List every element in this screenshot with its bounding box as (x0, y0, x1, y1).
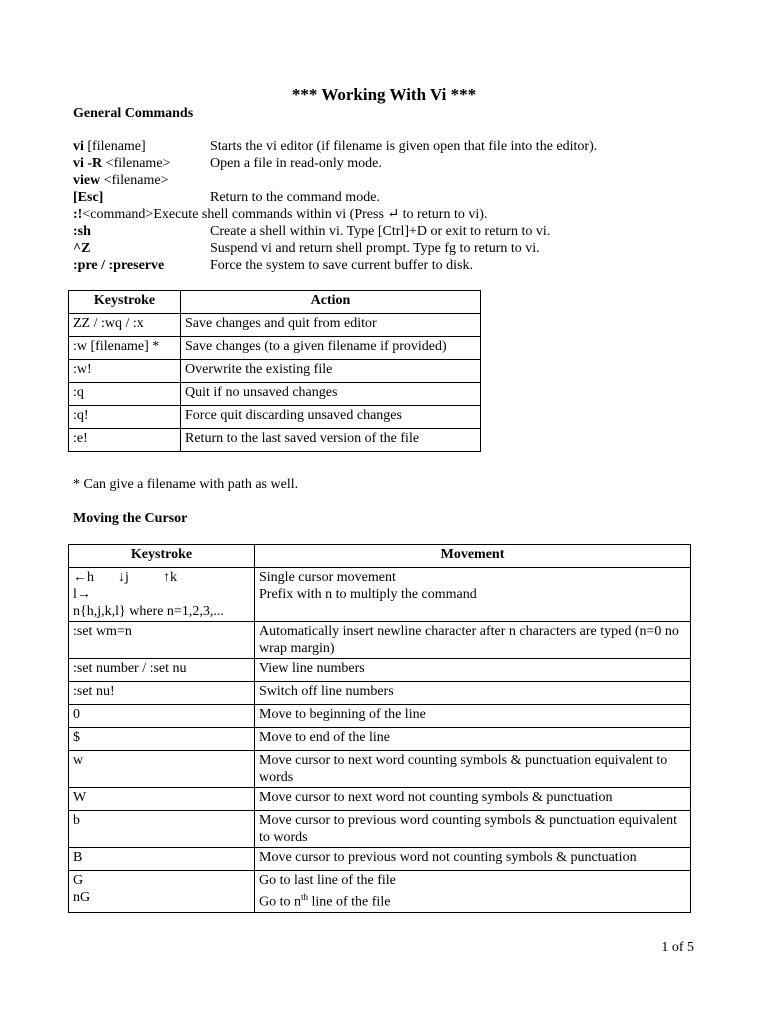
header-keystroke: Keystroke (69, 545, 255, 568)
movement-cell (255, 871, 691, 913)
keystroke-cell: :w! (69, 360, 181, 383)
keystroke-cell: :set nu! (69, 682, 255, 705)
keystroke-cell: :e! (69, 429, 181, 452)
table-row (69, 871, 691, 913)
movement-cell: Move cursor to previous word not counting symbols & punctuation (255, 848, 691, 871)
keystroke-line: nG (73, 890, 91, 905)
keystroke-cell: b (69, 811, 255, 848)
table-row (69, 848, 691, 871)
movement-cell: Move cursor to previous word counting symbols & punctuation equivalent to words (255, 811, 691, 848)
table-header-row (69, 291, 481, 314)
keystroke-cell: W (69, 788, 255, 811)
keystroke-action-table (68, 290, 481, 452)
page-number: 1 of 5 (661, 940, 694, 955)
movement-cell: Move to beginning of the line (255, 705, 691, 728)
keystroke-cell (69, 568, 255, 622)
keystroke-cell: B (69, 848, 255, 871)
keystroke-cell: :q (69, 383, 181, 406)
cmd-key: [Esc] (73, 190, 104, 205)
cmd-key: :pre / :preserve (73, 258, 165, 273)
action-cell: Return to the last saved version of the file (181, 429, 481, 452)
keystroke-cell: $ (69, 728, 255, 751)
keystroke-line: G (73, 873, 84, 888)
keystroke-cell: :q! (69, 406, 181, 429)
general-commands-heading: General Commands (73, 106, 194, 121)
action-cell: Overwrite the existing file (181, 360, 481, 383)
action-cell: Save changes (to a given filename if provided) (181, 337, 481, 360)
page-title: *** Working With Vi *** (291, 85, 477, 104)
cmd-row-sh (73, 223, 550, 240)
keystroke-cell: :set wm=n (69, 622, 255, 659)
table-row (69, 429, 481, 452)
cmd-desc: Return to the command mode. (210, 190, 380, 205)
cmd-row-vi-r (73, 155, 382, 172)
action-cell: Force quit discarding unsaved changes (181, 406, 481, 429)
cmd-desc: Execute shell commands within vi (Press ↵ to return to vi). (153, 207, 488, 222)
movement-line: Go to last line of the file (259, 873, 396, 888)
table-row (69, 314, 481, 337)
cmd-desc: Open a file in read-only mode. (210, 156, 382, 171)
keystroke-cell: :set number / :set nu (69, 659, 255, 682)
table-row (69, 811, 691, 848)
cmd-row-esc (73, 189, 380, 206)
movement-line: Prefix with n to multiply the command (259, 587, 477, 602)
table-row (69, 682, 691, 705)
movement-cell (255, 568, 691, 622)
cmd-desc: Starts the vi editor (if filename is given open that file into the editor). (210, 139, 598, 154)
movement-cell: Move to end of the line (255, 728, 691, 751)
movement-cell: View line numbers (255, 659, 691, 682)
table-row (69, 728, 691, 751)
arrow-keys (73, 569, 250, 603)
table-row (69, 360, 481, 383)
movement-cell: Switch off line numbers (255, 682, 691, 705)
cmd-desc: Suspend vi and return shell prompt. Type fg to return to vi. (210, 241, 540, 256)
table-row (69, 705, 691, 728)
cmd-key: ^Z (73, 241, 91, 256)
table-row (69, 751, 691, 788)
cursor-movement-table (68, 544, 691, 913)
cmd-row-ctrl-z (73, 240, 540, 257)
movement-cell: Automatically insert newline character after n characters are typed (n=0 no wrap margin) (255, 622, 691, 659)
cmd-desc: Force the system to save current buffer to disk. (210, 258, 473, 273)
cmd-key: view <filename> (73, 173, 169, 188)
cmd-row-vi (73, 138, 597, 155)
down-arrow-icon: ↓j (118, 570, 129, 585)
movement-line: Single cursor movement (259, 570, 396, 585)
cmd-key: vi -R <filename> (73, 156, 171, 171)
cmd-row-view (73, 172, 210, 189)
keystroke-cell (69, 871, 255, 913)
header-movement: Movement (255, 545, 691, 568)
table-row (69, 383, 481, 406)
count-prefix: n{h,j,k,l} where n=1,2,3,... (73, 604, 224, 619)
keystroke-cell: 0 (69, 705, 255, 728)
cmd-row-shell-exec: :!<command>Execute shell commands within vi (Press ↵ to return to vi). (73, 207, 488, 222)
table-row (69, 622, 691, 659)
keystroke-cell: ZZ / :wq / :x (69, 314, 181, 337)
movement-line: Go to $n^{th}$ line of the file (259, 892, 391, 910)
keystroke-cell: w (69, 751, 255, 788)
movement-cell: Move cursor to next word counting symbols & punctuation equivalent to words (255, 751, 691, 788)
table-row (69, 568, 691, 622)
cmd-desc: Create a shell within vi. Type [Ctrl]+D or exit to return to vi. (210, 224, 551, 239)
table-row (69, 406, 481, 429)
cmd-key: vi [filename] (73, 139, 146, 154)
header-action: Action (181, 291, 481, 314)
left-arrow-icon: ←h (73, 570, 94, 585)
moving-cursor-heading: Moving the Cursor (73, 511, 188, 526)
up-arrow-icon: ↑k (163, 570, 177, 585)
right-arrow-icon: l→ (73, 587, 91, 602)
table-row (69, 788, 691, 811)
table-header-row (69, 545, 691, 568)
header-keystroke: Keystroke (69, 291, 181, 314)
cmd-key: :sh (73, 224, 91, 239)
table-row (69, 337, 481, 360)
table-row (69, 659, 691, 682)
filename-note: * Can give a filename with path as well. (73, 477, 299, 492)
movement-cell: Move cursor to next word not counting symbols & punctuation (255, 788, 691, 811)
cmd-row-preserve (73, 257, 473, 274)
action-cell: Save changes and quit from editor (181, 314, 481, 337)
keystroke-cell: :w [filename] * (69, 337, 181, 360)
action-cell: Quit if no unsaved changes (181, 383, 481, 406)
